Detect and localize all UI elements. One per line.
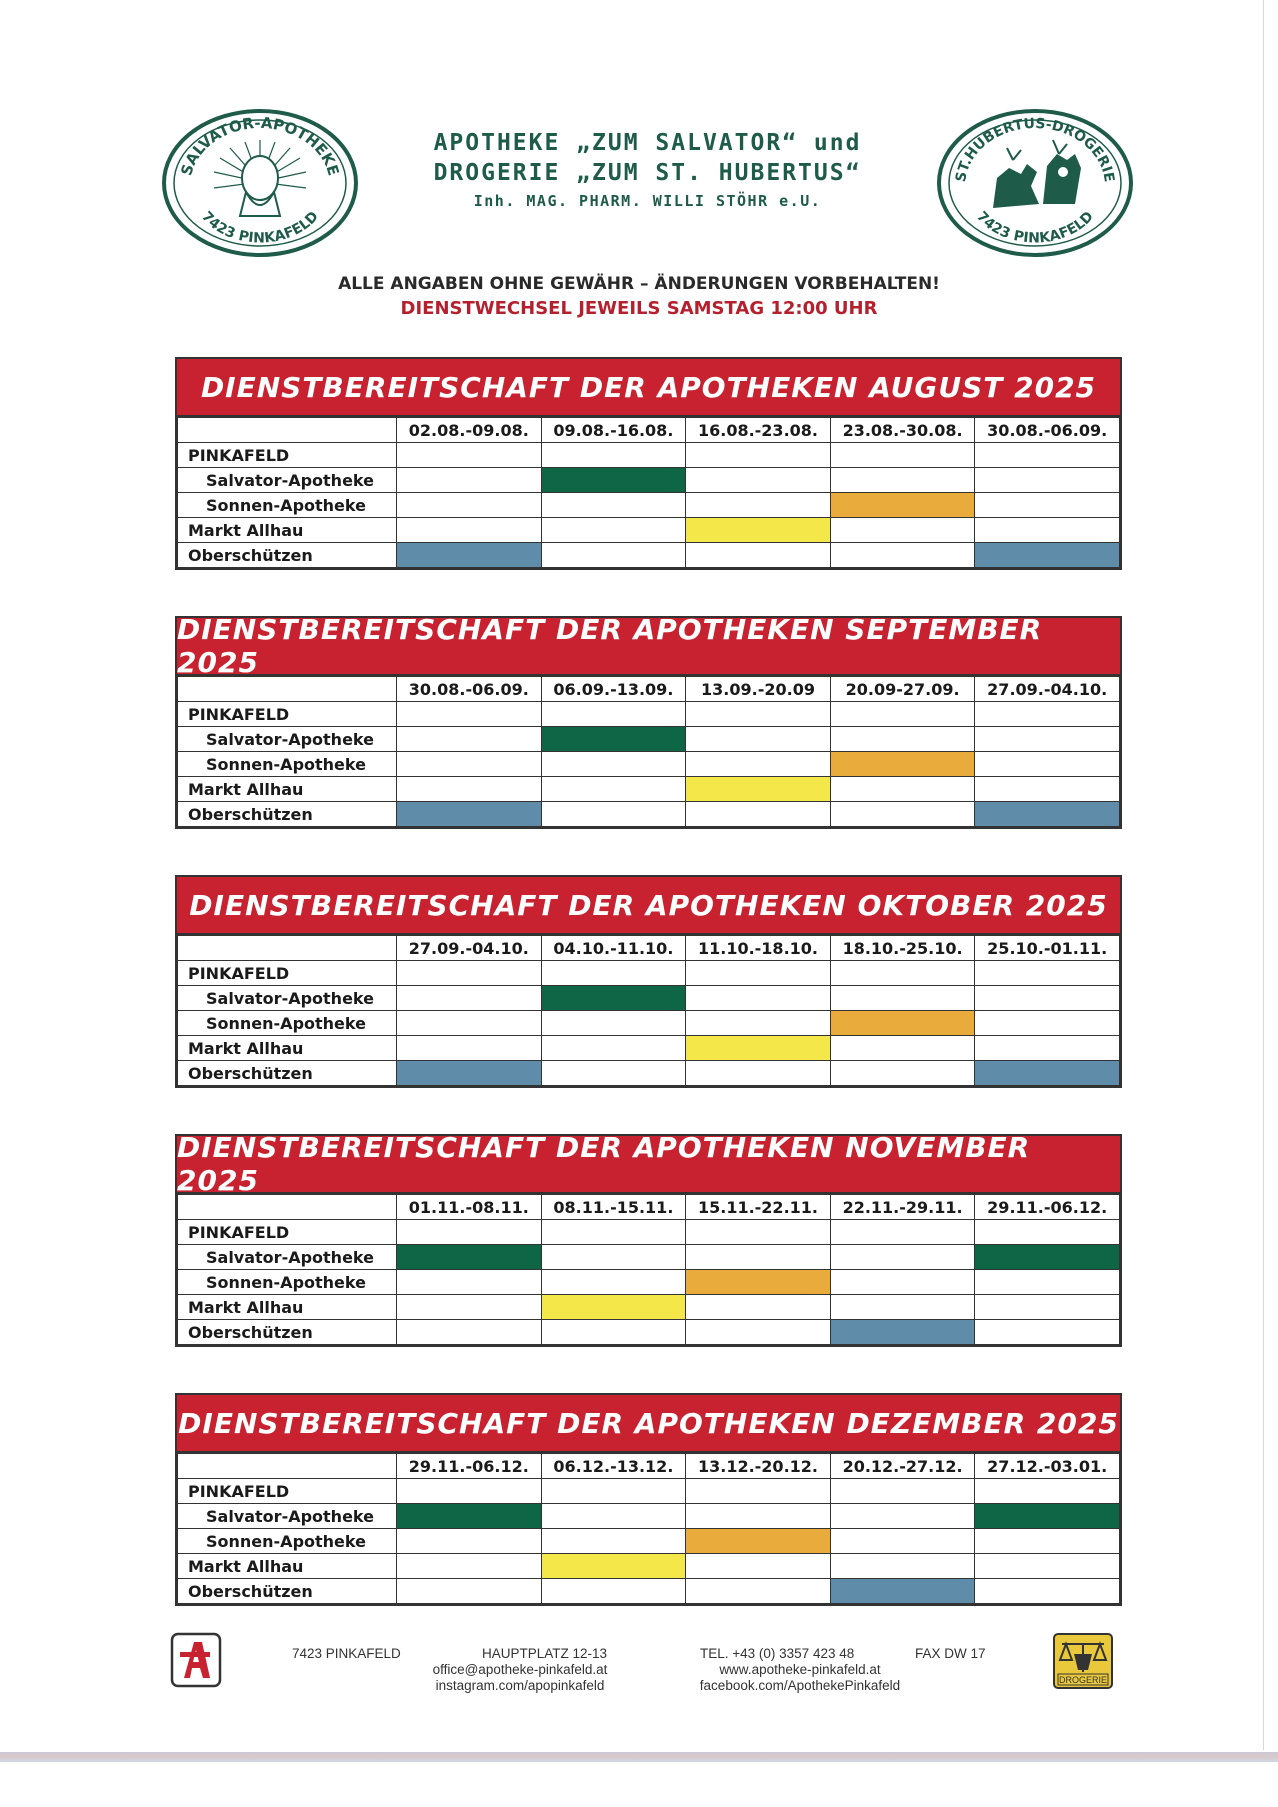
duty-marker-cell [975, 1061, 1120, 1086]
duty-cell [686, 1504, 831, 1529]
duty-cell [830, 1270, 975, 1295]
footer-web[interactable]: www.apotheke-pinkafeld.at [719, 1662, 881, 1677]
duty-cell [397, 1270, 542, 1295]
table-row [178, 1011, 1120, 1036]
duty-cell [830, 543, 975, 568]
svg-text:ST.HUBERTUS-DROGERIE: ST.HUBERTUS-DROGERIE [953, 115, 1117, 184]
table-row [178, 1554, 1120, 1579]
corner-cell [178, 936, 397, 961]
table-row [178, 1504, 1120, 1529]
table-row [178, 1220, 1120, 1245]
duty-cell [686, 1479, 831, 1504]
footer-phone-col [700, 1646, 854, 1662]
svg-text:SALVATOR-APOTHEKE: SALVATOR-APOTHEKE [177, 113, 343, 178]
duty-cell [975, 777, 1120, 802]
duty-cell [541, 777, 686, 802]
duty-marker-cell [541, 986, 686, 1011]
footer-online-right [675, 1662, 925, 1694]
period-header: 18.10.-25.10. [830, 936, 975, 961]
schedule-month [175, 875, 1122, 1088]
row-label: Oberschützen [178, 1320, 397, 1345]
duty-cell [830, 1479, 975, 1504]
duty-marker-cell [686, 518, 831, 543]
duty-cell [830, 777, 975, 802]
period-header: 30.08.-06.09. [397, 677, 542, 702]
duty-cell [397, 1529, 542, 1554]
duty-cell [686, 986, 831, 1011]
title-line-2: DROGERIE „ZUM ST. HUBERTUS“ [433, 160, 862, 186]
footer-email[interactable]: office@apotheke-pinkafeld.at [432, 1662, 608, 1677]
salvator-seal-logo [160, 108, 360, 258]
page-edge [1263, 0, 1264, 1750]
row-label: Oberschützen [178, 1579, 397, 1604]
footer-phone: TEL. +43 (0) 3357 423 48 [700, 1646, 855, 1661]
footer [170, 1628, 1120, 1698]
duty-cell [975, 443, 1120, 468]
corner-cell [178, 418, 397, 443]
schedule-month [175, 1131, 1122, 1347]
period-header: 23.08.-30.08. [830, 418, 975, 443]
schedule-month [175, 357, 1122, 570]
duty-cell [830, 702, 975, 727]
row-label: Salvator-Apotheke [178, 468, 397, 493]
duty-cell [686, 802, 831, 827]
duty-cell [975, 1554, 1120, 1579]
duty-cell [975, 1479, 1120, 1504]
duty-cell [975, 468, 1120, 493]
table-row [178, 518, 1120, 543]
schedule-title: DIENSTBEREITSCHAFT DER APOTHEKEN DEZEMBER 2025 [177, 1395, 1120, 1453]
duty-cell [541, 1220, 686, 1245]
duty-cell [686, 468, 831, 493]
footer-fax-col [915, 1646, 986, 1662]
duty-cell [686, 1320, 831, 1345]
duty-cell [397, 493, 542, 518]
footer-instagram[interactable]: instagram.com/apopinkafeld [435, 1678, 605, 1693]
row-label: PINKAFELD [178, 1220, 397, 1245]
duty-marker-cell [541, 727, 686, 752]
period-header-row [178, 418, 1120, 443]
duty-cell [686, 727, 831, 752]
footer-online-left [385, 1662, 655, 1694]
period-header: 02.08.-09.08. [397, 418, 542, 443]
duty-cell [686, 443, 831, 468]
notes [0, 272, 1278, 322]
duty-cell [541, 1270, 686, 1295]
duty-cell [975, 752, 1120, 777]
letterhead-title [410, 128, 885, 214]
period-header-row [178, 936, 1120, 961]
period-header: 04.10.-11.10. [541, 936, 686, 961]
schedule-month [175, 1393, 1122, 1606]
table-row [178, 961, 1120, 986]
row-label: Sonnen-Apotheke [178, 1529, 397, 1554]
duty-cell [397, 443, 542, 468]
schedule-month [175, 613, 1122, 829]
duty-marker-cell [397, 1061, 542, 1086]
duty-cell [541, 1504, 686, 1529]
duty-cell [830, 1036, 975, 1061]
duty-cell [830, 802, 975, 827]
duty-cell [397, 702, 542, 727]
period-header: 01.11.-08.11. [397, 1195, 542, 1220]
period-header: 13.09.-20.09 [686, 677, 831, 702]
row-label: Oberschützen [178, 1061, 397, 1086]
corner-cell [178, 677, 397, 702]
duty-cell [397, 1220, 542, 1245]
duty-cell [686, 752, 831, 777]
duty-cell [830, 1504, 975, 1529]
duty-marker-cell [975, 1504, 1120, 1529]
duty-cell [830, 443, 975, 468]
table-row [178, 1320, 1120, 1345]
duty-marker-cell [830, 1579, 975, 1604]
duty-cell [686, 1061, 831, 1086]
period-header: 13.12.-20.12. [686, 1454, 831, 1479]
row-label: Salvator-Apotheke [178, 1245, 397, 1270]
duty-marker-cell [830, 752, 975, 777]
duty-cell [975, 1270, 1120, 1295]
table-row [178, 1529, 1120, 1554]
duty-cell [686, 1220, 831, 1245]
duty-marker-cell [686, 1036, 831, 1061]
duty-cell [541, 543, 686, 568]
duty-marker-cell [541, 1554, 686, 1579]
period-header: 27.09.-04.10. [975, 677, 1120, 702]
duty-cell [541, 1061, 686, 1086]
period-header: 29.11.-06.12. [975, 1195, 1120, 1220]
duty-cell [541, 961, 686, 986]
hubertus-seal-logo [935, 108, 1135, 258]
apotheke-a-logo [170, 1632, 222, 1688]
table-row [178, 777, 1120, 802]
duty-cell [975, 1295, 1120, 1320]
period-header: 16.08.-23.08. [686, 418, 831, 443]
owner-line: Inh. MAG. PHARM. WILLI STÖHR e.U. [473, 192, 822, 210]
footer-street-col [482, 1646, 607, 1662]
row-label: PINKAFELD [178, 702, 397, 727]
table-row [178, 493, 1120, 518]
duty-marker-cell [975, 1245, 1120, 1270]
duty-cell [830, 986, 975, 1011]
duty-cell [541, 1529, 686, 1554]
table-row [178, 1061, 1120, 1086]
row-label: PINKAFELD [178, 961, 397, 986]
duty-marker-cell [397, 802, 542, 827]
row-label: Sonnen-Apotheke [178, 752, 397, 777]
svg-text:7423 PINKAFELD: 7423 PINKAFELD [198, 208, 322, 247]
duty-cell [397, 961, 542, 986]
period-header: 09.08.-16.08. [541, 418, 686, 443]
row-label: Markt Allhau [178, 518, 397, 543]
duty-table [177, 1194, 1120, 1345]
duty-cell [541, 518, 686, 543]
duty-cell [975, 1011, 1120, 1036]
svg-text:DROGERIE: DROGERIE [1058, 1675, 1108, 1685]
duty-cell [397, 727, 542, 752]
footer-fax: FAX DW 17 [915, 1646, 986, 1661]
row-label: Markt Allhau [178, 1295, 397, 1320]
period-header: 11.10.-18.10. [686, 936, 831, 961]
duty-cell [541, 1245, 686, 1270]
row-label: Salvator-Apotheke [178, 727, 397, 752]
duty-cell [397, 752, 542, 777]
duty-cell [397, 1011, 542, 1036]
duty-cell [686, 961, 831, 986]
duty-cell [686, 493, 831, 518]
duty-marker-cell [830, 1320, 975, 1345]
duty-marker-cell [686, 1529, 831, 1554]
row-label: Salvator-Apotheke [178, 986, 397, 1011]
scan-edge [0, 1752, 1278, 1762]
duty-cell [541, 493, 686, 518]
duty-cell [686, 1245, 831, 1270]
duty-marker-cell [975, 802, 1120, 827]
period-header-row [178, 1454, 1120, 1479]
schedule-title: DIENSTBEREITSCHAFT DER APOTHEKEN NOVEMBER 2025 [177, 1136, 1120, 1194]
schedule-title: DIENSTBEREITSCHAFT DER APOTHEKEN OKTOBER 2025 [177, 877, 1120, 935]
duty-cell [397, 518, 542, 543]
title-line-1: APOTHEKE „ZUM SALVATOR“ und [433, 130, 862, 156]
period-header: 22.11.-29.11. [830, 1195, 975, 1220]
duty-cell [975, 518, 1120, 543]
duty-marker-cell [397, 543, 542, 568]
duty-cell [830, 468, 975, 493]
period-header: 06.12.-13.12. [541, 1454, 686, 1479]
table-row [178, 702, 1120, 727]
duty-cell [686, 543, 831, 568]
duty-cell [975, 961, 1120, 986]
duty-table [177, 417, 1120, 568]
duty-cell [541, 1011, 686, 1036]
footer-facebook[interactable]: facebook.com/ApothekePinkafeld [699, 1678, 901, 1693]
duty-cell [397, 1295, 542, 1320]
period-header: 15.11.-22.11. [686, 1195, 831, 1220]
table-row [178, 802, 1120, 827]
table-row [178, 1579, 1120, 1604]
period-header: 20.09-27.09. [830, 677, 975, 702]
duty-cell [975, 986, 1120, 1011]
table-row [178, 1295, 1120, 1320]
period-header: 25.10.-01.11. [975, 936, 1120, 961]
duty-marker-cell [686, 777, 831, 802]
row-label: Sonnen-Apotheke [178, 1270, 397, 1295]
table-row [178, 543, 1120, 568]
duty-cell [686, 702, 831, 727]
duty-cell [686, 1295, 831, 1320]
duty-cell [541, 1579, 686, 1604]
schedule-title: DIENSTBEREITSCHAFT DER APOTHEKEN SEPTEMBER 2025 [177, 618, 1120, 676]
letterhead [160, 108, 1135, 268]
row-label: Markt Allhau [178, 777, 397, 802]
duty-marker-cell [541, 468, 686, 493]
duty-cell [830, 727, 975, 752]
duty-cell [830, 1554, 975, 1579]
duty-cell [975, 1529, 1120, 1554]
duty-table [177, 1453, 1120, 1604]
corner-cell [178, 1454, 397, 1479]
duty-marker-cell [830, 493, 975, 518]
duty-cell [397, 1036, 542, 1061]
row-label: Sonnen-Apotheke [178, 1011, 397, 1036]
duty-marker-cell [830, 1011, 975, 1036]
table-row [178, 1245, 1120, 1270]
duty-cell [541, 752, 686, 777]
duty-cell [975, 1220, 1120, 1245]
duty-cell [975, 493, 1120, 518]
duty-cell [397, 1579, 542, 1604]
table-row [178, 1479, 1120, 1504]
duty-cell [830, 961, 975, 986]
table-row [178, 752, 1120, 777]
row-label: Oberschützen [178, 802, 397, 827]
period-header: 27.09.-04.10. [397, 936, 542, 961]
row-label: PINKAFELD [178, 443, 397, 468]
table-row [178, 727, 1120, 752]
period-header: 30.08.-06.09. [975, 418, 1120, 443]
period-header-row [178, 1195, 1120, 1220]
duty-cell [830, 1061, 975, 1086]
table-row [178, 468, 1120, 493]
table-row [178, 1036, 1120, 1061]
row-label: Markt Allhau [178, 1554, 397, 1579]
duty-cell [397, 1554, 542, 1579]
row-label: Oberschützen [178, 543, 397, 568]
period-header: 29.11.-06.12. [397, 1454, 542, 1479]
duty-cell [397, 777, 542, 802]
duty-cell [686, 1011, 831, 1036]
footer-city: 7423 PINKAFELD [292, 1646, 401, 1661]
shift-change-note: DIENSTWECHSEL JEWEILS SAMSTAG 12:00 UHR [400, 298, 878, 319]
row-label: Sonnen-Apotheke [178, 493, 397, 518]
duty-marker-cell [397, 1504, 542, 1529]
duty-cell [975, 1579, 1120, 1604]
duty-cell [397, 468, 542, 493]
table-row [178, 443, 1120, 468]
footer-street: HAUPTPLATZ 12-13 [482, 1646, 608, 1661]
drogerie-logo [1052, 1632, 1114, 1690]
table-row [178, 986, 1120, 1011]
duty-cell [830, 1245, 975, 1270]
row-label: Salvator-Apotheke [178, 1504, 397, 1529]
duty-cell [541, 1320, 686, 1345]
table-row [178, 1270, 1120, 1295]
duty-cell [830, 1529, 975, 1554]
svg-text:7423 PINKAFELD: 7423 PINKAFELD [973, 208, 1097, 247]
duty-cell [397, 986, 542, 1011]
period-header: 20.12.-27.12. [830, 1454, 975, 1479]
duty-marker-cell [975, 543, 1120, 568]
period-header: 06.09.-13.09. [541, 677, 686, 702]
schedule-title: DIENSTBEREITSCHAFT DER APOTHEKEN AUGUST 2025 [177, 359, 1120, 417]
period-header: 08.11.-15.11. [541, 1195, 686, 1220]
duty-cell [975, 727, 1120, 752]
duty-cell [541, 702, 686, 727]
duty-cell [830, 518, 975, 543]
duty-marker-cell [397, 1245, 542, 1270]
duty-cell [975, 1320, 1120, 1345]
duty-cell [830, 1220, 975, 1245]
duty-table [177, 935, 1120, 1086]
footer-address [292, 1646, 401, 1662]
period-header-row [178, 677, 1120, 702]
duty-cell [975, 702, 1120, 727]
row-label: PINKAFELD [178, 1479, 397, 1504]
duty-cell [541, 443, 686, 468]
duty-cell [541, 802, 686, 827]
duty-marker-cell [686, 1270, 831, 1295]
duty-cell [830, 1295, 975, 1320]
period-header: 27.12.-03.01. [975, 1454, 1120, 1479]
disclaimer: ALLE ANGABEN OHNE GEWÄHR – ÄNDERUNGEN VORBEHALTEN! [338, 274, 940, 294]
duty-cell [686, 1554, 831, 1579]
corner-cell [178, 1195, 397, 1220]
duty-cell [397, 1479, 542, 1504]
duty-cell [541, 1036, 686, 1061]
row-label: Markt Allhau [178, 1036, 397, 1061]
duty-marker-cell [541, 1295, 686, 1320]
duty-cell [686, 1579, 831, 1604]
duty-table [177, 676, 1120, 827]
duty-cell [975, 1036, 1120, 1061]
duty-cell [397, 1320, 542, 1345]
duty-cell [541, 1479, 686, 1504]
